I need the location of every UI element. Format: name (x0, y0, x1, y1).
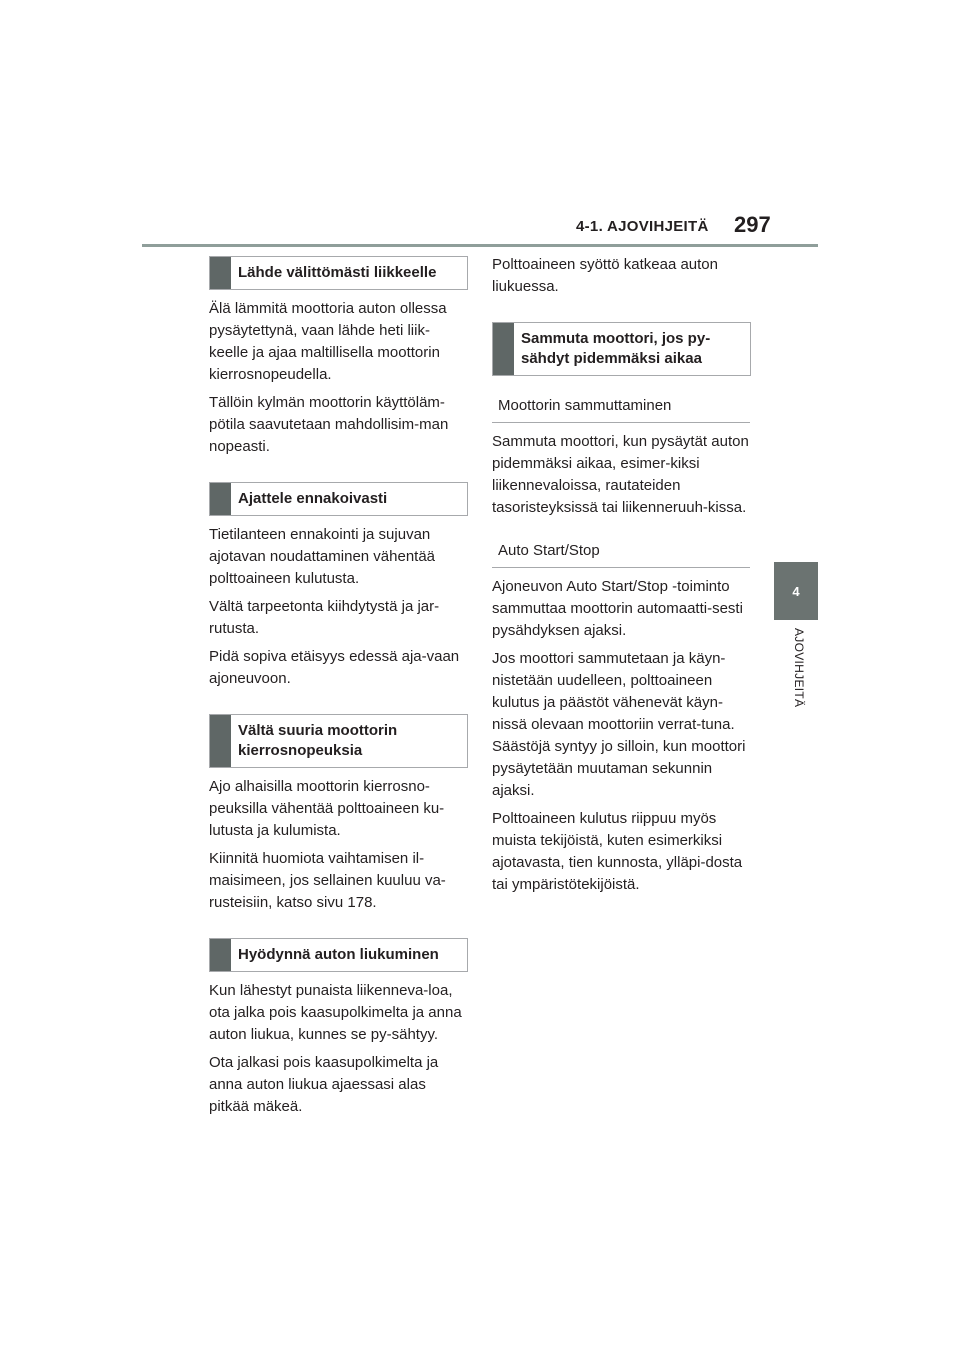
paragraph: Ajo alhaisilla moottorin kierrosno-peuksilla vähentää polttoaineen ku-lutusta ja kulumista. (209, 778, 445, 839)
paragraph: Tietilanteen ennakointi ja sujuvan ajotavan noudattaminen vähentää polttoaineen kulutusta. (209, 526, 436, 587)
heading-text: Hyödynnä auton liukuminen (238, 946, 439, 963)
paragraph: Ota jalkasi pois kaasupolkimelta ja anna auton liukua ajaessasi alas pitkää mäkeä. (209, 1054, 439, 1115)
right-column (492, 254, 752, 896)
chapter-side-label: AJOVIHJEITÄ (792, 628, 806, 708)
heading-text: Lähde välittömästi liikkeelle (238, 264, 437, 281)
paragraph: Jos moottori sammutetaan ja käyn-nistetään uudelleen, polttoaineen kulutus ja päästöt vähenevät käyn-nissä olevaan moottoriin verrat-tuna. Säästöjä syntyy jo silloin, kun moottori pysäytetään muutaman sekunnin ajaksi. (492, 650, 746, 799)
heading-bar (493, 323, 514, 375)
chapter-number: 4 (792, 583, 800, 599)
paragraph: Ajoneuvon Auto Start/Stop -toiminto sammuttaa moottorin automaatti-sesti pysähdyksen ajaksi. (492, 578, 743, 639)
heading-bar (210, 715, 231, 767)
paragraph: Pidä sopiva etäisyys edessä aja-vaan ajoneuvoon. (209, 648, 460, 687)
section-heading (209, 482, 468, 516)
sub-heading: Auto Start/Stop (492, 531, 750, 568)
paragraph: Tällöin kylmän moottorin käyttöläm-pötila saavutetaan mahdollisim-man nopeasti. (209, 394, 449, 455)
running-head: 4-1. AJOVIHJEITÄ (576, 218, 709, 235)
heading-text: Vältä suuria moottorin kierrosnopeuksia (238, 722, 398, 759)
sub-heading: Moottorin sammuttaminen (492, 386, 750, 423)
heading-bar (210, 257, 231, 289)
paragraph: Polttoaineen kulutus riippuu myös muista tekijöistä, kuten esimerkiksi ajotavasta, tien kunnosta, ylläpi-dosta tai ympäristötekijöistä. (492, 810, 743, 893)
heading-text: Ajattele ennakoivasti (238, 490, 388, 507)
paragraph: Kun lähestyt punaista liikenneva-loa, ota jalka pois kaasupolkimelta ja anna auton liukua, kunnes se py-sähtyy. (209, 982, 462, 1043)
page-number: 297 (734, 212, 771, 237)
paragraph: Polttoaineen syöttö katkeaa auton liukuessa. (492, 256, 718, 295)
chapter-tab (774, 562, 818, 620)
paragraph: Sammuta moottori, kun pysäytät auton pidemmäksi aikaa, esimer-kiksi liikennevaloissa, rautateiden tasoristeyksissä tai liikenneruuh-kissa. (492, 433, 749, 516)
header-rule (142, 244, 818, 247)
section-heading (209, 256, 468, 290)
heading-bar (210, 939, 231, 971)
heading-text: Sammuta moottori, jos py-sähdyt pidemmäksi aikaa (521, 330, 711, 367)
paragraph: Älä lämmitä moottoria auton ollessa pysäytettynä, vaan lähde heti liik-keelle ja ajaa maltillisella moottorin kierrosnopeudella. (209, 300, 447, 383)
section-heading (492, 322, 751, 376)
heading-bar (210, 483, 231, 515)
paragraph: Kiinnitä huomiota vaihtamisen il-maisimeen, jos sellainen kuuluu va-rusteisiin, katso sivu 178. (209, 850, 446, 911)
section-heading (209, 938, 468, 972)
left-column (209, 254, 469, 1118)
section-heading (209, 714, 468, 768)
paragraph: Vältä tarpeetonta kiihdytystä ja jar-rutusta. (209, 598, 440, 637)
